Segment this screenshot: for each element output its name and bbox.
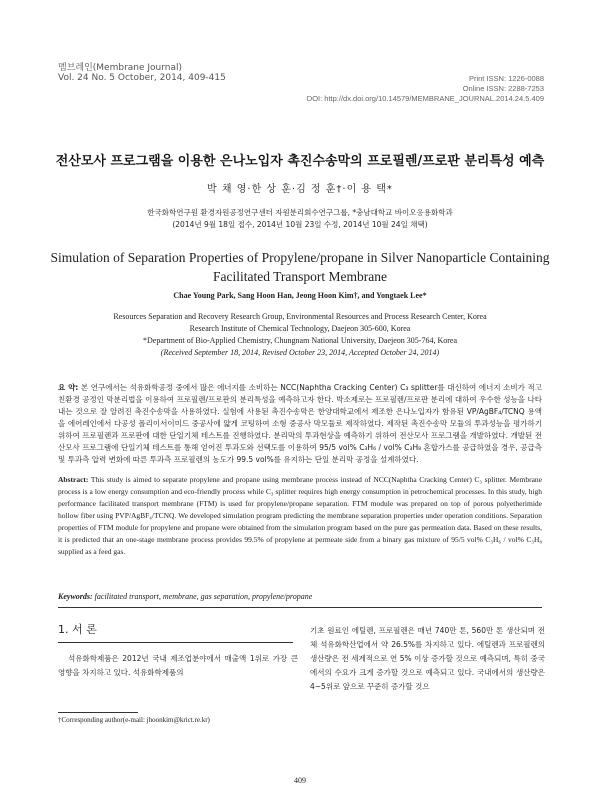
korean-authors: 박 채 영·한 상 훈·김 정 훈†·이 용 택* [207,184,393,195]
keywords-text: facilitated transport, membrane, gas separation, propylene/propane [94,592,313,601]
section-divider [58,642,293,643]
english-affiliation-line-1: Resources Separation and Recovery Research Group, Environmental Resources and Process Research Center, Korea [113,312,487,321]
korean-title: 전산모사 프로그램을 이용한 은나노입자 촉진수송막의 프로필렌/프로판 분리특성 예측 [55,154,545,169]
korean-affiliation [40,207,560,231]
print-issn: Print ISSN: 1226-0088 [468,74,544,83]
divider [58,607,542,608]
journal-volume: Vol. 24 No. 5 October, 2014, 409-415 [58,73,226,83]
footnote-divider [58,712,138,713]
korean-abstract-label: 요 약: [58,383,79,392]
korean-abstract-text: 본 연구에서는 석유화학공정 중에서 많은 에너지를 소비하는 NCC(Naphtha Cracking Center) C₃ splitter를 대신하여 에너지 소비가 적고 친환경 공정인 막분리법을 이용하여 프로필렌/프로판의 분리특성을 예측하고자 한다. 박소제로는 프로필렌/프로판 분리에 대하여 우수한 성능을 나타내는 것으로 잘 알려진 촉진수송막을 사용하였다. 실험에 사용된 촉진수송막은 한양대학교에서 제조한 은나노입자가 함유된 VP/AgBF₄/TCNQ 용액을 에어레인에서 다공성 폴리이서이미드 중공사에 얇게 코팅하여 소형 중공사 막모듈로 제작하였다. 제작된 촉진수송막 모듈의 투과성능을 평가하기 위하여 프로필렌과 프로판에 대한 단일기체 테스트를 진행하였다. 분리막의 투과현상을 예측하기 위하여 전산모사 프로그램을 개발하였다. 개발된 전산모사 프로그램에 단일기체 테스트를 통해 얻어진 투과도와 선택도를 이용하여 95/5 vol% C₃H₆ / vol% C₃H₈ 혼합가스를 공급하였을 경우, 공급측 및 투과측 압력 변화에 따른 투과측 프로필렌의 농도가 99.5 vol%를 유지하는 단일 분리막 공정을 설계하였다. [58,383,542,464]
english-title-line-1: Simulation of Separation Properties of Propylene/propane in Silver Nanoparticle Containing [50,250,550,265]
english-title [50,248,550,286]
keywords-label: Keywords: [58,592,93,601]
english-abstract [58,474,542,558]
english-affiliation-line-3: *Department of Bio-Applied Chemistry, Chungnam National University, Daejeon 305-764, Korea [142,336,457,345]
intro-left-column: 석유화학제품은 2012년 국내 제조업분야에서 매출액 1위로 가장 큰 영향을 차지하고 있다. 석유화학제품의 [58,654,298,677]
english-affiliation-line-2: Research Institute of Chemical Technology, Daejeon 305-600, Korea [189,324,411,333]
keywords [58,592,542,601]
journal-name: 멤브레인(Membrane Journal) [58,63,183,73]
korean-dates-line: (2014년 9월 18일 접수, 2014년 10월 23일 수정, 2014년 10월 24일 채택) [172,220,428,229]
english-affiliation [50,311,550,359]
english-authors: Chae Young Park, Sang Hoon Han, Jeong Hoon Kim†, and Yongtaek Lee* [173,291,427,300]
english-abstract-text: This study is aimed to separate propylene and propane using membrane process instead of NCC(Naphtha Cracking Center) C₃ splitter. Membrane process is a low energy consumption and eco-friendly process while C₃ splitter requires high energy consumption in petrochemical processes. In this study, high performance facilitated transport membrane (FTM) is used for propylene/propane separation. FTM module was prepared on top of porous polyetherimide hollow fiber using PVP/AgBF₄/TCNQ. We developed simulation program predicting the membrane separation properties under operation conditions. Separation properties of FTM module for propylene and propane were obtained from the simulation program based on the pure gas permeation data. Based on these results, it is predicted that an one-stage membrane process provides 99.5% of propylene at permeate side from a binary gas mixture of 95/5 vol% C₃H₆ / vol% C₃H₈ supplied as a feed gas. [58,475,542,556]
doi-link[interactable]: DOI: http://dx.doi.org/10.14579/MEMBRANE_JOURNAL.2014.24.5.409 [306,94,544,103]
korean-affiliation-line: 한국화학연구원 환경자원공정연구센터 자원분리회수연구그룹, *충남대학교 바이오응용화학과 [147,208,453,217]
english-abstract-label: Abstract: [58,475,89,484]
section-title: 1. 서 론 [58,623,97,636]
english-dates: (Received September 18, 2014, Revised October 23, 2014, Accepted October 24, 2014) [160,348,440,357]
online-issn: Online ISSN: 2288-7253 [462,84,544,93]
page-number: 409 [294,776,306,785]
corresponding-author-footnote: †Corresponding author(e-mail: jhoonkim@krict.re.kr) [58,716,210,724]
english-title-line-2: Facilitated Transport Membrane [213,269,387,284]
korean-abstract [58,382,542,466]
intro-right-column: 기초 원료인 에틸렌, 프로필렌은 매년 740만 톤, 560만 톤 생산되며 전체 석유화학산업에서 약 26.5%를 차지하고 있다. 에틸렌과 프로필렌의 생산량은 전 세계적으로 연 5% 이상 증가할 것으로 예측되며, 특히 중국에서의 수요가 크게 증가할 것으로 예측되고 있다. 국내에서의 생산량은 4~5위로 앞으로 꾸준히 증가할 것으 [310,626,545,691]
